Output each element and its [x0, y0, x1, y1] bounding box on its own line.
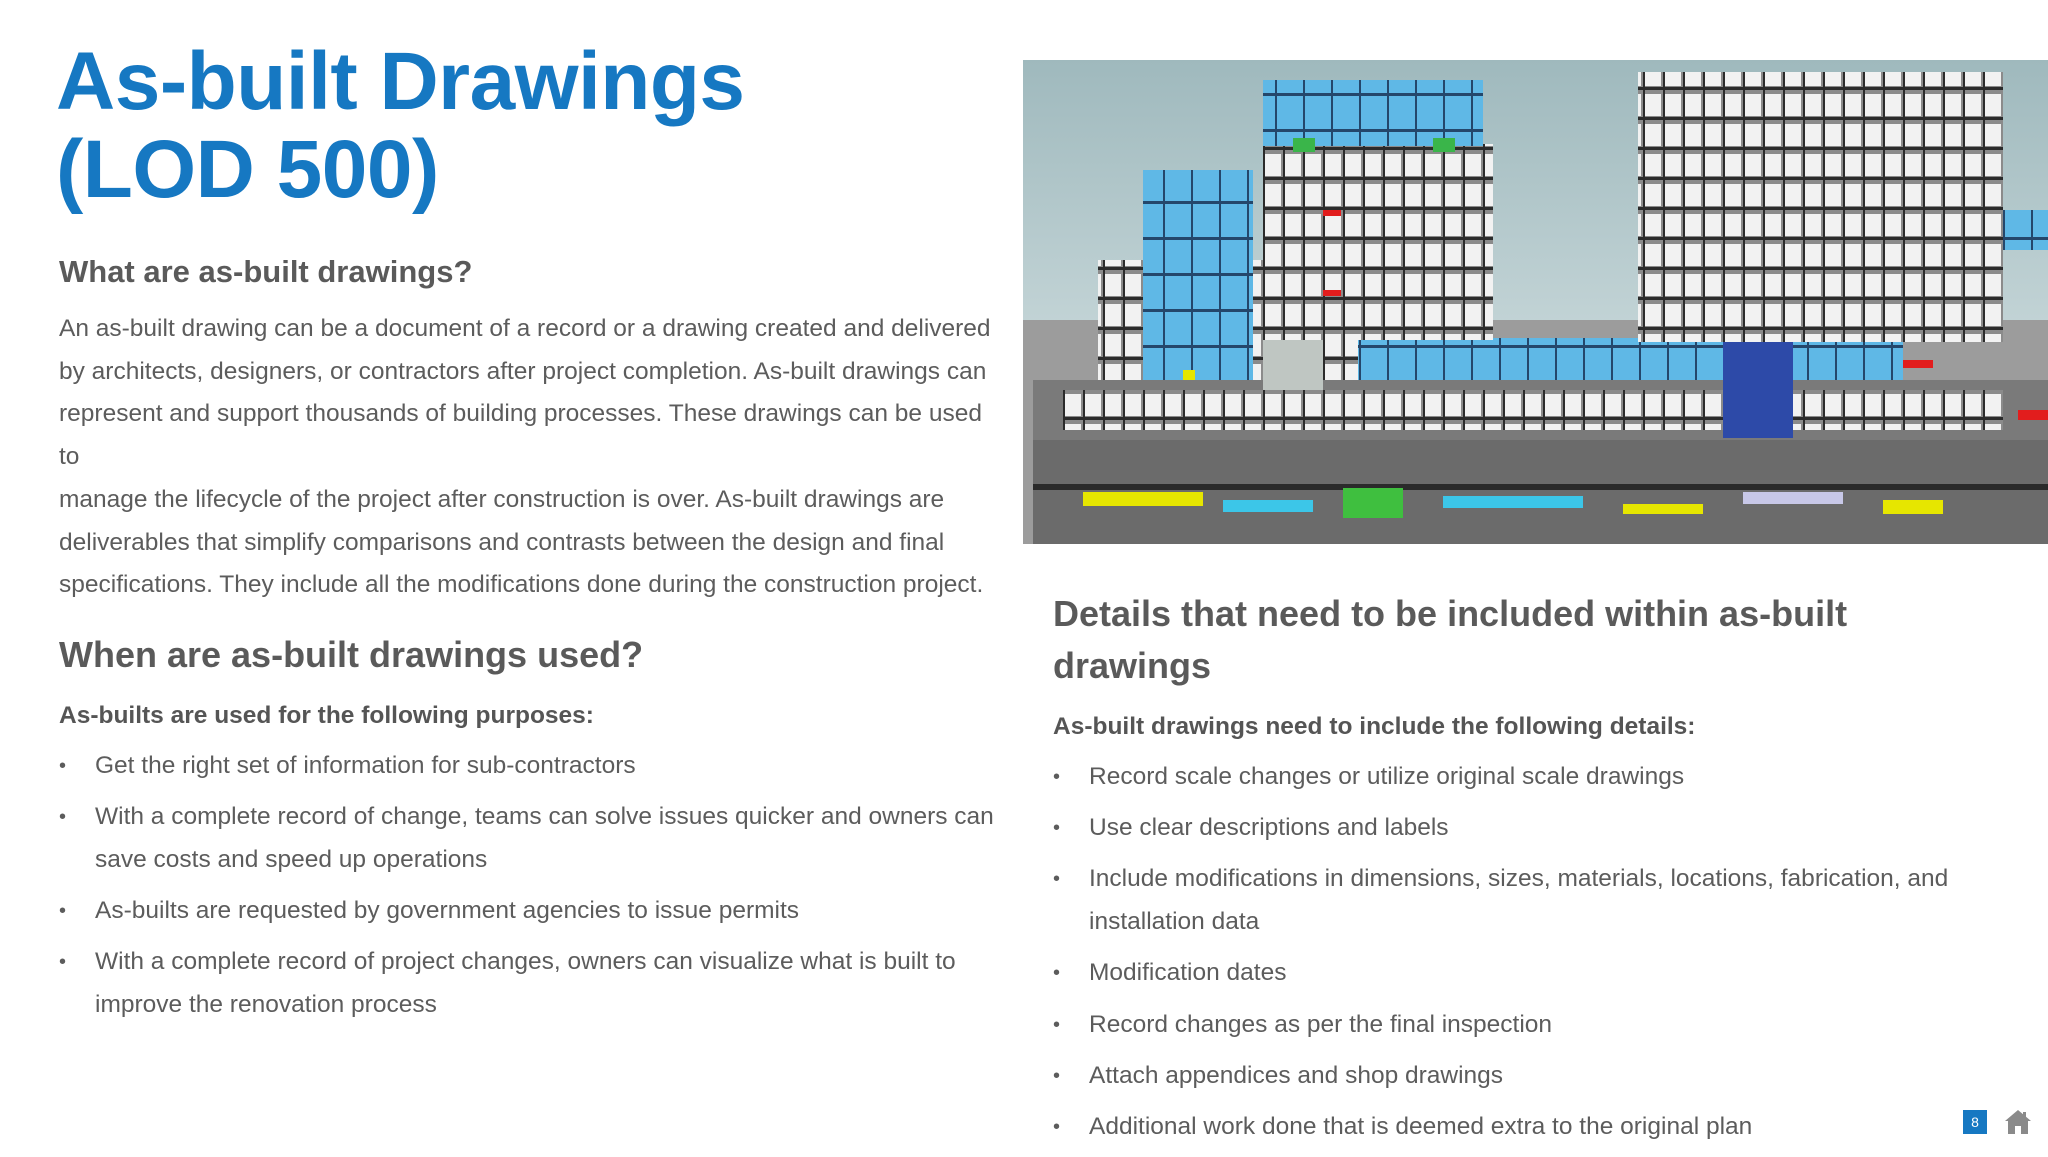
- bullet-text: With a complete record of change, teams can solve issues quicker and owners can: [95, 803, 994, 831]
- list-item: [59, 890, 999, 933]
- title-line-1: As-built Drawings: [56, 36, 745, 127]
- list-item: [1053, 1055, 2013, 1098]
- bullet-text: Record changes as per the final inspection: [1089, 1010, 1553, 1038]
- what-body-line: deliverables that simplify comparisons and contrasts between the design and final: [59, 528, 945, 556]
- when-lead: As-builts are used for the following purposes:: [59, 701, 594, 729]
- bullet-dot: •: [1053, 1013, 1061, 1036]
- list-item: [59, 941, 999, 1026]
- bullet-text: Modification dates: [1089, 959, 1287, 987]
- what-body-line: represent and support thousands of building processes. These drawings can be used to: [59, 400, 982, 471]
- list-item: [1053, 756, 2013, 799]
- bullet-text: Record scale changes or utilize original scale drawings: [1089, 763, 1685, 790]
- details-lead: As-built drawings need to include the following details:: [1053, 713, 1696, 740]
- bullet-dot: •: [59, 900, 67, 923]
- left-column: [59, 248, 999, 1035]
- list-item: [1053, 952, 2013, 995]
- what-body-line: specifications. They include all the modifications done during the construction project.: [59, 571, 984, 599]
- bullet-dot: •: [1053, 766, 1061, 788]
- what-body: [59, 308, 999, 607]
- list-item: [59, 796, 999, 881]
- list-item: [1053, 858, 2013, 943]
- what-heading: What are as-built drawings?: [59, 254, 473, 289]
- title-line-2: (LOD 500): [56, 124, 439, 215]
- list-item: [1053, 807, 2013, 850]
- building-section-image: [1023, 60, 2048, 544]
- bullet-dot: •: [59, 951, 67, 974]
- list-item: [1053, 1004, 2013, 1047]
- bullet-dot: •: [1053, 868, 1061, 891]
- bullet-text: Attach appendices and shop drawings: [1089, 1061, 1504, 1089]
- home-icon[interactable]: [2003, 1108, 2033, 1136]
- when-bullet-list: [59, 745, 999, 1027]
- bullet-text: Additional work done that is deemed extra to the original plan: [1089, 1112, 1753, 1140]
- bullet-text: Include modifications in dimensions, sizes, materials, locations, fabrication, and: [1089, 865, 1949, 893]
- list-item: [59, 745, 999, 788]
- bullet-text: Use clear descriptions and labels: [1089, 814, 1449, 842]
- bullet-dot: •: [1053, 1115, 1061, 1138]
- bullet-dot: •: [1053, 817, 1061, 840]
- bullet-dot: •: [59, 754, 67, 777]
- bullet-text: As-builts are requested by government agencies to issue permits: [95, 897, 800, 925]
- what-body-line: An as-built drawing can be a document of a record or a drawing created and delivered: [59, 315, 991, 342]
- right-column: [1053, 588, 2013, 1157]
- bullet-text-continued: installation data: [1089, 908, 1260, 936]
- bullet-text: With a complete record of project changes, owners can visualize what is built to: [95, 948, 956, 976]
- bullet-text-continued: save costs and speed up operations: [95, 845, 488, 873]
- bullet-text: Get the right set of information for sub-contractors: [95, 751, 636, 779]
- bullet-text-continued: improve the renovation process: [95, 990, 437, 1018]
- slide-title: [56, 38, 745, 214]
- list-item: [1053, 1106, 2013, 1149]
- what-body-line: manage the lifecycle of the project after construction is over. As-built drawings are: [59, 485, 945, 513]
- when-heading: When are as-built drawings used?: [59, 633, 644, 675]
- bullet-dot: •: [1053, 962, 1061, 985]
- details-heading: Details that need to be included within as-built drawings: [1053, 593, 1848, 686]
- page-number-badge: 8: [1963, 1110, 1987, 1134]
- bullet-dot: •: [1053, 1064, 1061, 1087]
- details-bullet-list: [1053, 756, 2013, 1149]
- bullet-dot: •: [59, 806, 67, 829]
- what-body-line: by architects, designers, or contractors after project completion. As-built drawings can: [59, 357, 987, 385]
